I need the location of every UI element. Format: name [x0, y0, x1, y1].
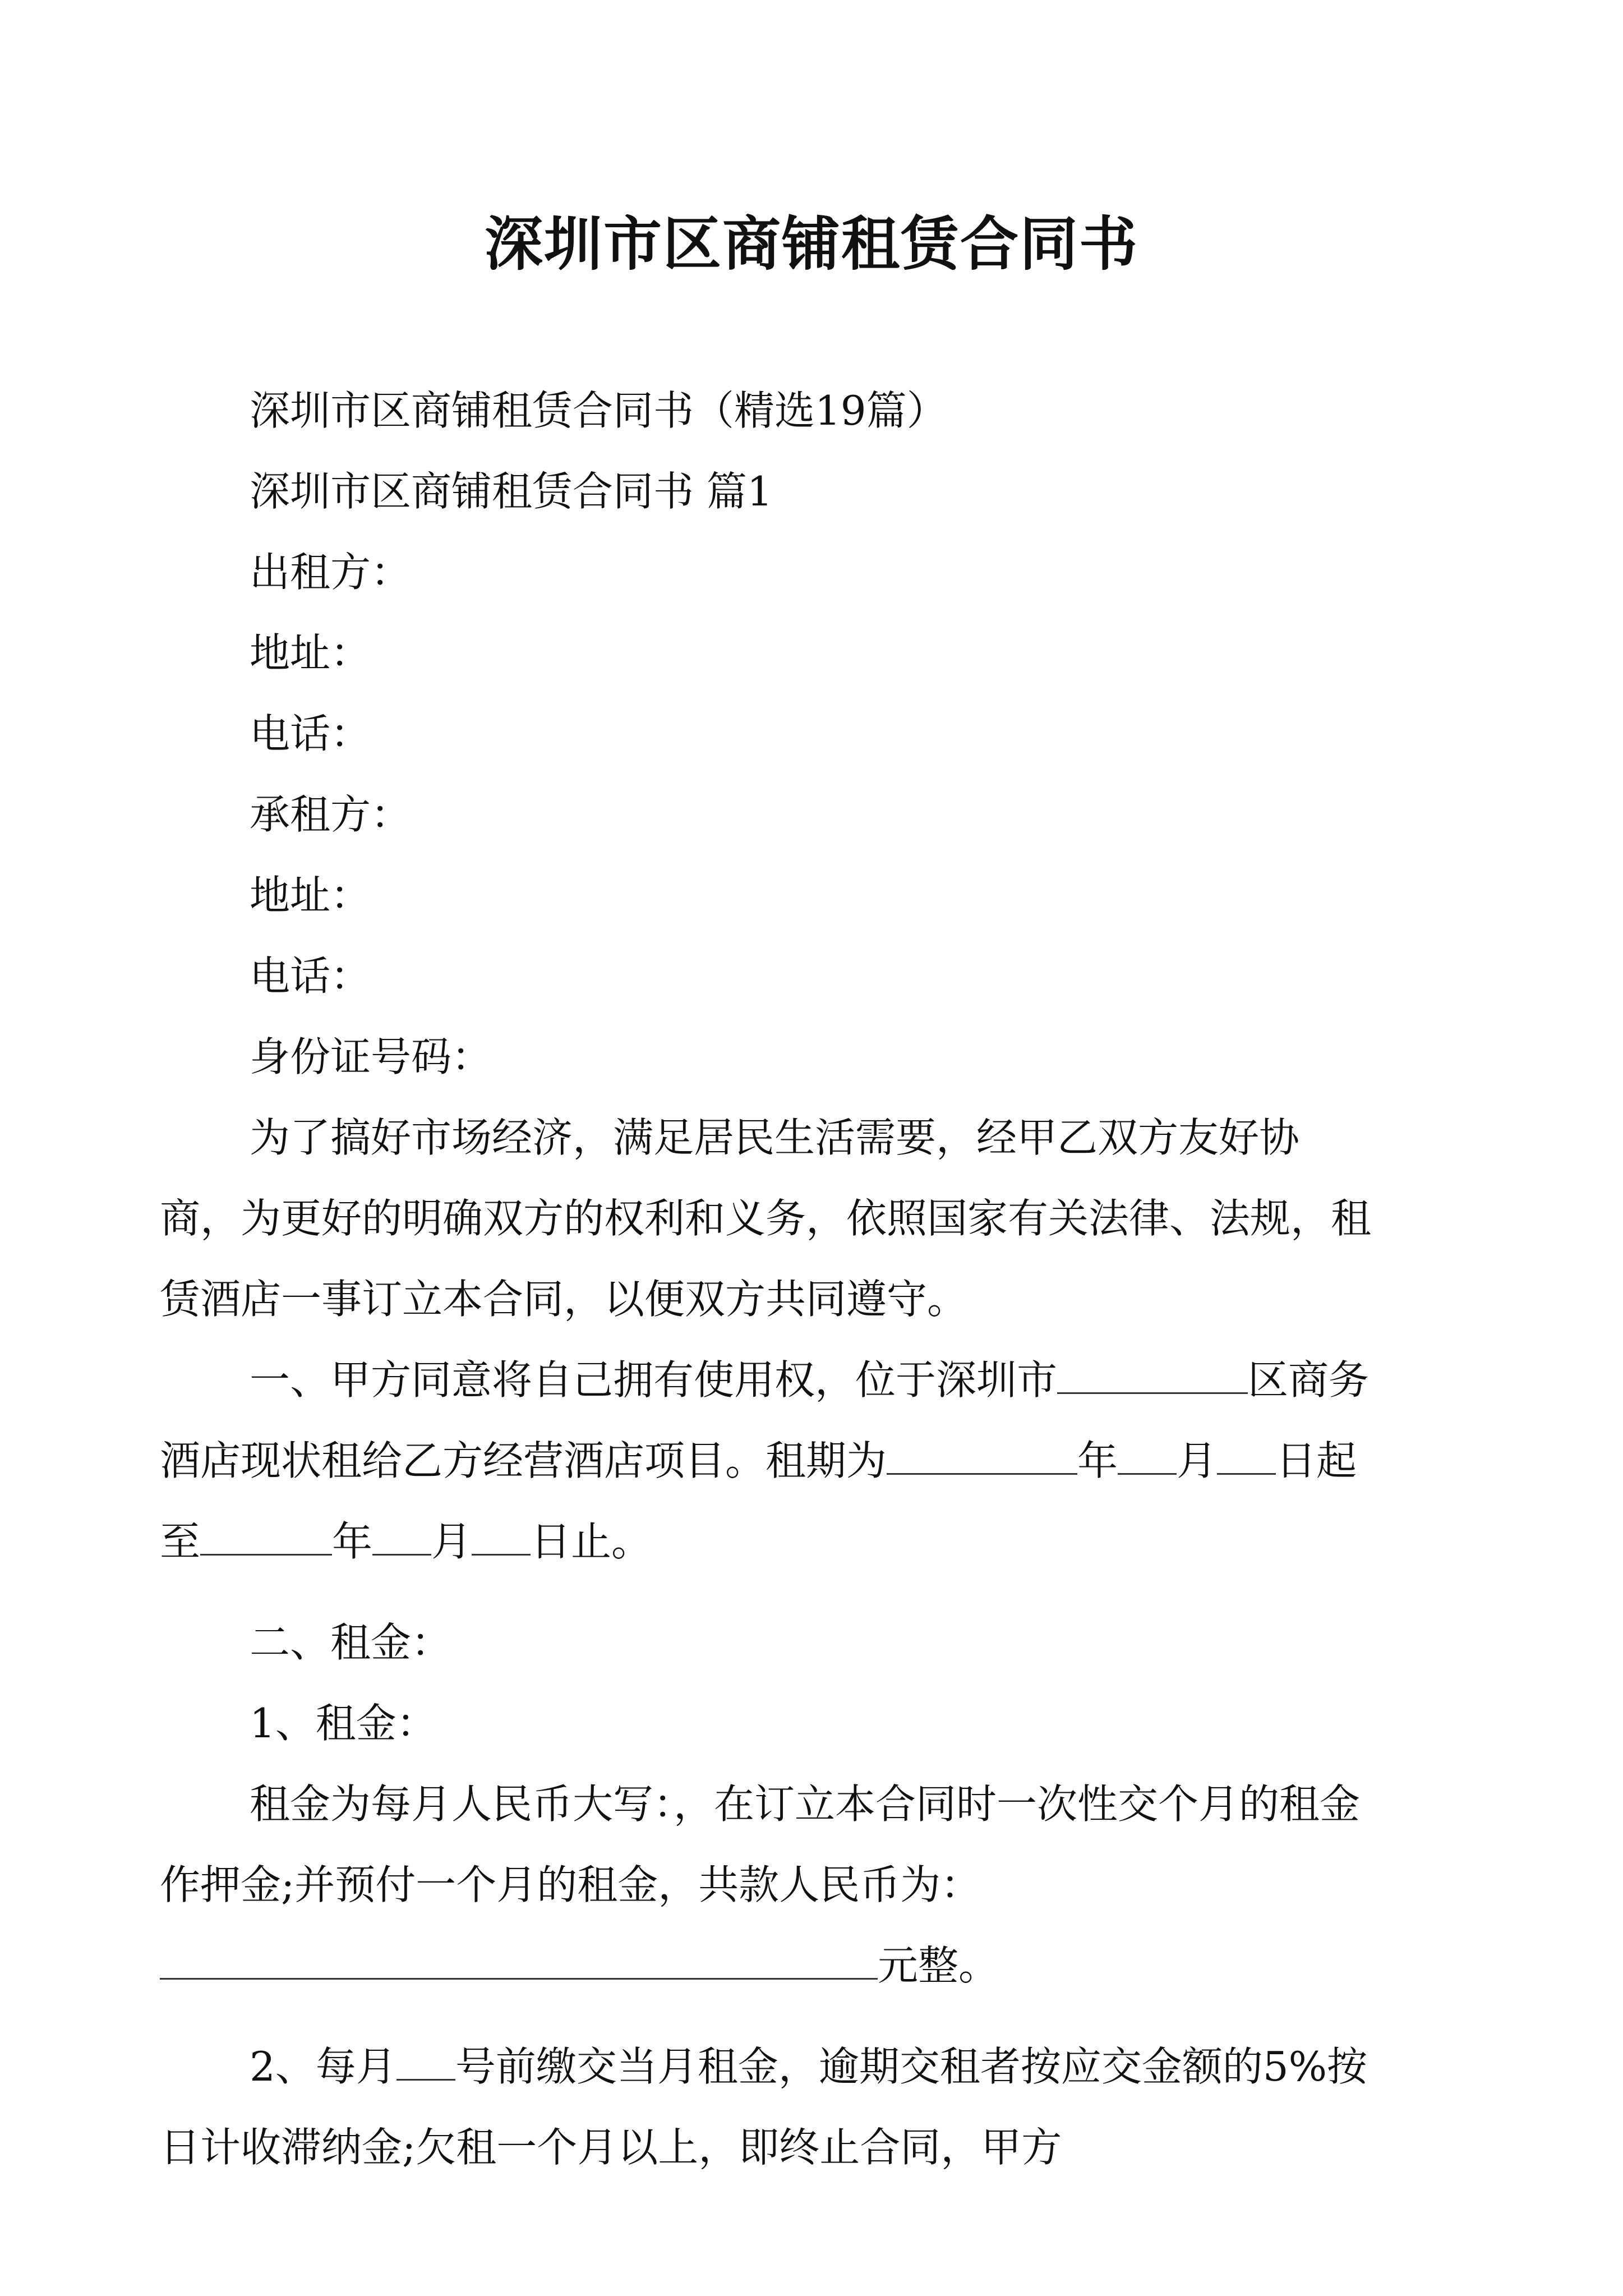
clause-1-month-2: 月: [431, 1518, 472, 1565]
field-lessee: 承租方：: [250, 791, 412, 838]
blank-end-day: [472, 1515, 531, 1556]
rent-paragraph: [160, 1764, 1377, 2006]
blank-rent-amount: [160, 1939, 878, 1980]
field-id-number: 身份证号码：: [250, 1033, 492, 1080]
document-title: 深圳市区商铺租赁合同书: [484, 209, 1138, 278]
clause-1-year-2: 年: [332, 1518, 373, 1565]
clause-1-month: 月: [1177, 1437, 1218, 1484]
clause-1-day-end: 日止。: [531, 1518, 652, 1565]
rent-heading: 1、租金：: [250, 1700, 437, 1747]
payment-text-a: 2、每月: [250, 2043, 396, 2090]
field-lessee-phone: 电话：: [250, 953, 371, 1000]
blank-start-day: [1217, 1434, 1276, 1475]
blank-end-month: [372, 1515, 431, 1556]
blank-end-year: [200, 1515, 332, 1556]
field-lessor-address: 地址：: [250, 629, 371, 677]
blank-district: [1057, 1353, 1248, 1394]
blank-start-month: [1118, 1434, 1177, 1475]
payment-text-b: 号前缴交当月租金，逾期交租者按应交金额的5%按日计收滞纳金;欠租一个月以上，即终止合同，甲方: [160, 2043, 1368, 2171]
clause-1-day-from: 日起至: [160, 1437, 1357, 1565]
chapter-heading: 深圳市区商铺租赁合同书 篇1: [250, 468, 773, 515]
field-lessee-address: 地址：: [250, 872, 371, 919]
rent-text: 租金为每月人民币大写：，在订立本合同时一次性交个月的租金作押金;并预付一个月的租金，共款人民币为：: [160, 1780, 1361, 1908]
clause-2-heading: 二、租金：: [250, 1619, 452, 1666]
clause-1-text-a: 一、甲方同意将自己拥有使用权，位于深圳市: [250, 1356, 1058, 1404]
field-lessor-phone: 电话：: [250, 710, 371, 757]
payment-paragraph: [160, 2026, 1377, 2188]
subtitle: 深圳市区商铺租赁合同书（精选19篇）: [250, 387, 947, 434]
rent-end: 元整。: [878, 1942, 999, 1989]
field-lessor: 出租方：: [250, 549, 412, 596]
intro-paragraph: 为了搞好市场经济，满足居民生活需要，经甲乙双方友好协商，为更好的明确双方的权利和义务，依照国家有关法律、法规，租赁酒店一事订立本合同，以便双方共同遵守。: [160, 1114, 1372, 1323]
clause-1-year: 年: [1077, 1437, 1118, 1484]
blank-payment-day: [396, 2040, 455, 2081]
blank-start-year: [887, 1434, 1077, 1475]
clause-1: [160, 1340, 1377, 1582]
document-body: [160, 370, 1377, 2188]
clause-1-text-b: 区商务酒店现状租给乙方经营酒店项目。租期为: [160, 1356, 1370, 1484]
